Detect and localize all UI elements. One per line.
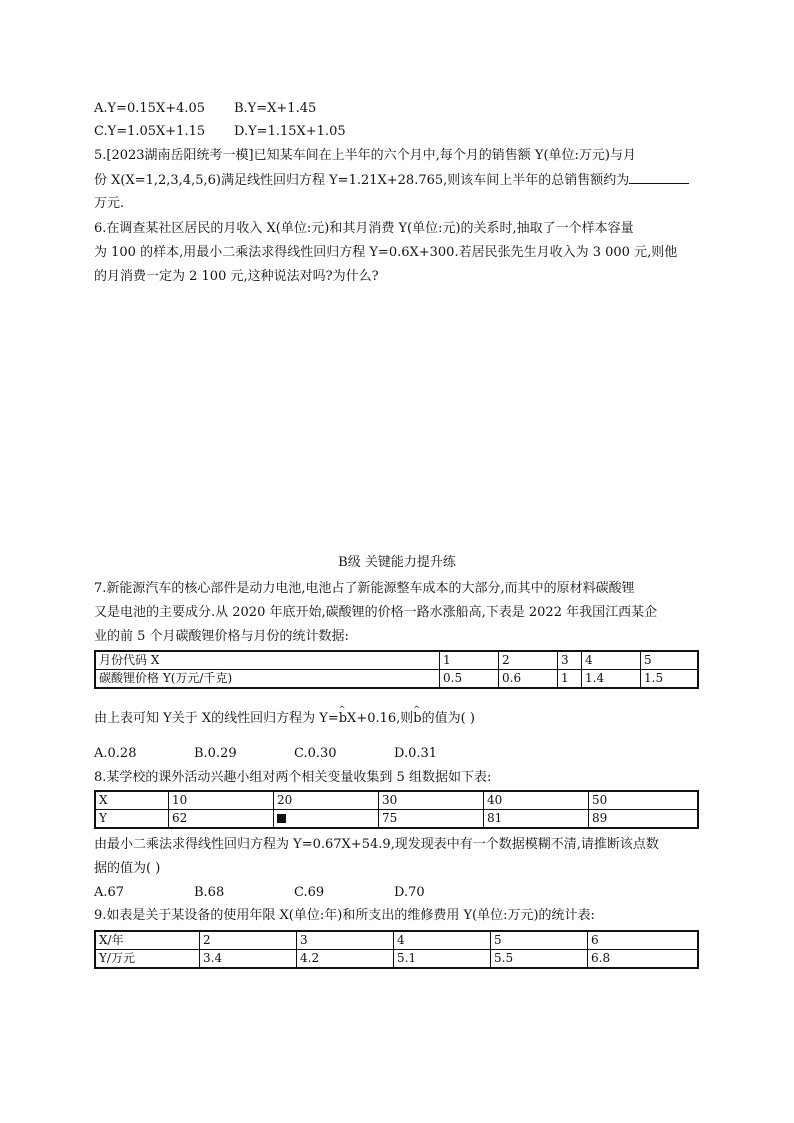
- blurred-value-block: [277, 814, 286, 823]
- section-b-heading: B级 关键能力提升练: [338, 555, 456, 570]
- table-row: [95, 651, 698, 670]
- q5-line1: 5.[2023湖南岳阳统考一模]已知某车间在上半年的六个月中,每个月的销售额 Y(单位:万元)与月: [94, 148, 637, 163]
- q7-table: [94, 650, 699, 689]
- table-cell: X/年: [95, 931, 200, 950]
- table-cell: 30: [379, 791, 484, 810]
- q8-option-a: A.67: [94, 885, 125, 900]
- q4-options-row1: [94, 100, 316, 117]
- q8-option-d: D.70: [394, 885, 425, 900]
- q9-line1: 9.如表是关于某设备的使用年限 X(单位:年)和所支出的维修费用 Y(单位:万元)的统计表:: [94, 908, 595, 923]
- table-cell: 5: [641, 651, 699, 670]
- table-row: [95, 810, 698, 829]
- q7-option-a: A.0.28: [94, 746, 137, 761]
- table-row: [95, 931, 698, 950]
- table-cell: 6.8: [588, 950, 699, 969]
- q7-stem-a: 由上表可知 Y关于 X的线性回归方程为 Y=: [94, 711, 339, 726]
- q5-answer-blank: [629, 171, 689, 184]
- table-cell: 0.5: [440, 670, 499, 689]
- q7-option-d: D.0.31: [394, 746, 438, 761]
- q6-line1: 6.在调查某社区居民的月收入 X(单位:元)和其月消费 Y(单位:元)的关系时,抽取了一个样本容量: [94, 221, 634, 236]
- table-cell: 3.4: [200, 950, 297, 969]
- q5-line2-text: 份 X(X=1,2,3,4,5,6)满足线性回归方程 Y=1.21X+28.765,则该车间上半年的总销售额约为: [94, 173, 630, 188]
- table-cell: X: [95, 791, 169, 810]
- q7-option-c: C.0.30: [294, 746, 337, 761]
- table-row: [95, 791, 698, 810]
- q4-option-b: B.Y=X+1.45: [234, 101, 317, 116]
- q7-line2: 又是电池的主要成分.从 2020 年底开始,碳酸锂的价格一路水涨船高,下表是 2022 年我国江西某企: [94, 605, 658, 620]
- table-cell: 5: [491, 931, 588, 950]
- table-cell: 10: [169, 791, 274, 810]
- table-cell: Y/万元: [95, 950, 200, 969]
- q4-option-c: C.Y=1.05X+1.15: [94, 124, 206, 139]
- q8-option-b: B.68: [194, 885, 225, 900]
- table-cell: 3: [558, 651, 582, 670]
- q6-line3: 的月消费一定为 2 100 元,这种说法对吗?为什么?: [94, 269, 379, 284]
- q6-line2: 为 100 的样本,用最小二乘法求得线性回归方程 Y=0.6X+300.若居民张先生月收入为 3 000 元,则他: [94, 245, 678, 260]
- table-cell: 1: [558, 670, 582, 689]
- table-cell: 4: [394, 931, 491, 950]
- q7-stem: [94, 710, 475, 727]
- table-cell: 5.5: [491, 950, 588, 969]
- q8-table: [94, 790, 699, 829]
- table-cell: 5.1: [394, 950, 491, 969]
- table-cell: 0.6: [499, 670, 558, 689]
- q8-line2: 由最小二乘法求得线性回归方程为 Y=0.67X+54.9,现发现表中有一个数据模糊不清,请推断该点数: [94, 837, 659, 852]
- q7-stem-d-hat: ^ b: [413, 710, 421, 727]
- table-cell-blurred: [274, 810, 379, 829]
- table-cell: 3: [297, 931, 394, 950]
- q8-line1: 8.某学校的课外活动兴趣小组对两个相关变量收集到 5 组数据如下表:: [94, 770, 492, 785]
- q7-option-b: B.0.29: [194, 746, 237, 761]
- table-cell: 月份代码 X: [95, 651, 440, 670]
- q7-options: [94, 745, 437, 762]
- q8-option-c: C.69: [294, 885, 325, 900]
- table-cell: 50: [589, 791, 699, 810]
- table-cell: 75: [379, 810, 484, 829]
- q7-line3: 业的前 5 个月碳酸锂价格与月份的统计数据:: [94, 629, 349, 644]
- table-cell: 81: [484, 810, 589, 829]
- table-cell: 20: [274, 791, 379, 810]
- table-cell: 1.5: [641, 670, 699, 689]
- table-cell: 2: [499, 651, 558, 670]
- q7-stem-c: X+0.16,则: [347, 711, 414, 726]
- q9-table: [94, 930, 699, 969]
- q7-stem-b-hat: ^ b: [339, 710, 347, 727]
- table-cell: 2: [200, 931, 297, 950]
- table-cell: 89: [589, 810, 699, 829]
- table-cell: 62: [169, 810, 274, 829]
- table-row: [95, 950, 698, 969]
- q5-line2: [94, 171, 689, 189]
- q7-line1: 7.新能源汽车的核心部件是动力电池,电池占了新能源整车成本的大部分,而其中的原材料碳酸锂: [94, 581, 635, 596]
- table-cell: 40: [484, 791, 589, 810]
- q8-line3: 据的值为( ): [94, 861, 161, 876]
- table-cell: Y: [95, 810, 169, 829]
- q4-option-d: D.Y=1.15X+1.05: [234, 124, 346, 139]
- q4-options-row2: [94, 123, 346, 140]
- q5-line3: 万元.: [94, 196, 125, 211]
- table-cell: 1: [440, 651, 499, 670]
- table-cell: 4: [582, 651, 641, 670]
- table-cell: 碳酸锂价格 Y(万元/千克): [95, 670, 440, 689]
- table-row: [95, 670, 698, 689]
- table-cell: 6: [588, 931, 699, 950]
- q8-options: [94, 884, 425, 901]
- table-cell: 1.4: [582, 670, 641, 689]
- q4-option-a: A.Y=0.15X+4.05: [94, 101, 206, 116]
- table-cell: 4.2: [297, 950, 394, 969]
- q7-stem-e: 的值为( ): [421, 711, 475, 726]
